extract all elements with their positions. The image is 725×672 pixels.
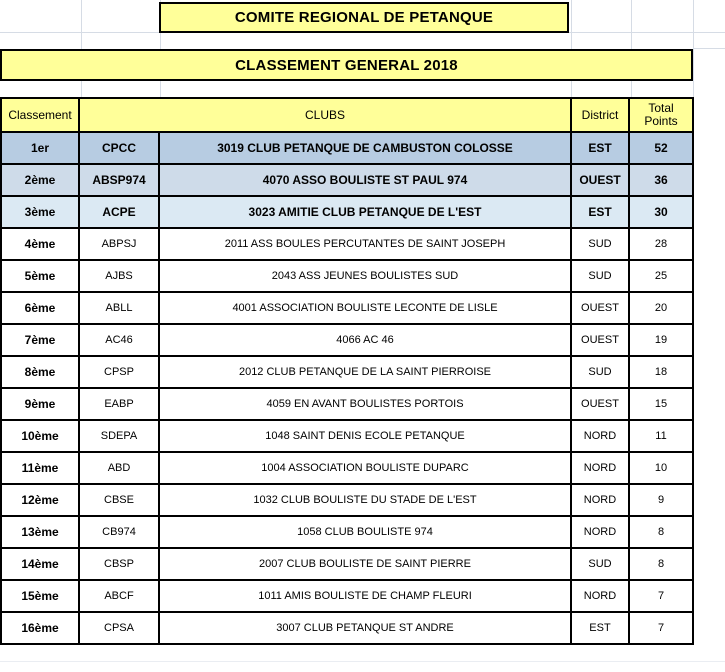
club-name-cell: 2011 ASS BOULES PERCUTANTES DE SAINT JOSEPH — [160, 229, 572, 259]
club-code-cell: CB974 — [80, 517, 160, 547]
club-code-cell: CBSE — [80, 485, 160, 515]
header-classement: Classement — [2, 99, 80, 131]
club-name-cell: 4066 AC 46 — [160, 325, 572, 355]
club-code-cell: ABCF — [80, 581, 160, 611]
points-cell: 20 — [654, 302, 668, 314]
points-cell: 30 — [654, 205, 668, 219]
club-name-cell: 2043 ASS JEUNES BOULISTES SUD — [160, 261, 572, 291]
district-cell: OUEST — [572, 165, 630, 195]
rank-cell: 4ème — [2, 229, 80, 259]
main-title: COMITE REGIONAL DE PETANQUE — [234, 9, 494, 26]
gridline — [693, 0, 694, 98]
district-cell: NORD — [572, 517, 630, 547]
district-cell: SUD — [572, 261, 630, 291]
rank-cell: 6ème — [2, 293, 80, 323]
district-cell: EST — [572, 133, 630, 163]
ranking-table — [0, 97, 694, 645]
table-row — [2, 325, 692, 357]
district-cell: SUD — [572, 549, 630, 579]
table-row — [2, 165, 692, 197]
points-cell: 25 — [654, 270, 668, 282]
gridline — [693, 48, 725, 49]
rank-cell: 10ème — [2, 421, 80, 451]
club-name-cell: 3019 CLUB PETANQUE DE CAMBUSTON COLOSSE — [160, 133, 572, 163]
club-code-cell: ABLL — [80, 293, 160, 323]
club-code-cell: ABPSJ — [80, 229, 160, 259]
points-cell: 28 — [654, 238, 668, 250]
district-cell: SUD — [572, 229, 630, 259]
rank-cell: 3ème — [2, 197, 80, 227]
points-cell: 36 — [654, 173, 668, 187]
table-row — [2, 581, 692, 613]
points-cell: 19 — [654, 334, 668, 346]
club-name-cell: 4059 EN AVANT BOULISTES PORTOIS — [160, 389, 572, 419]
club-code-cell: CBSP — [80, 549, 160, 579]
points-cell: 8 — [657, 558, 665, 570]
club-code-cell: EABP — [80, 389, 160, 419]
district-cell: NORD — [572, 453, 630, 483]
points-cell: 7 — [657, 622, 665, 634]
club-code-cell: ACPE — [80, 197, 160, 227]
district-cell: SUD — [572, 357, 630, 387]
rank-cell: 14ème — [2, 549, 80, 579]
rank-cell: 8ème — [2, 357, 80, 387]
table-row — [2, 229, 692, 261]
club-code-cell: CPCC — [80, 133, 160, 163]
points-cell: 10 — [654, 462, 668, 474]
club-code-cell: CPSP — [80, 357, 160, 387]
club-code-cell: AJBS — [80, 261, 160, 291]
header-district: District — [572, 99, 630, 131]
club-name-cell: 1048 SAINT DENIS ECOLE PETANQUE — [160, 421, 572, 451]
rank-cell: 7ème — [2, 325, 80, 355]
points-cell: 7 — [657, 590, 665, 602]
table-row — [2, 517, 692, 549]
table-row — [2, 389, 692, 421]
club-name-cell: 3007 CLUB PETANQUE ST ANDRE — [160, 613, 572, 643]
club-code-cell: ABD — [80, 453, 160, 483]
district-cell: EST — [572, 197, 630, 227]
points-cell: 8 — [657, 526, 665, 538]
header-clubs: CLUBS — [80, 99, 572, 131]
club-code-cell: CPSA — [80, 613, 160, 643]
district-cell: OUEST — [572, 389, 630, 419]
club-name-cell: 1011 AMIS BOULISTE DE CHAMP FLEURI — [160, 581, 572, 611]
points-cell: 9 — [657, 494, 665, 506]
table-row — [2, 357, 692, 389]
table-header-row — [2, 99, 692, 133]
classement-title: CLASSEMENT GENERAL 2018 — [235, 56, 458, 74]
club-code-cell: AC46 — [80, 325, 160, 355]
club-name-cell: 2012 CLUB PETANQUE DE LA SAINT PIERROISE — [160, 357, 572, 387]
table-row — [2, 293, 692, 325]
header-total-points: Total Points — [644, 100, 678, 128]
club-name-cell: 4001 ASSOCIATION BOULISTE LECONTE DE LISLE — [160, 293, 572, 323]
rank-cell: 9ème — [2, 389, 80, 419]
district-cell: EST — [572, 613, 630, 643]
gridline — [0, 661, 725, 662]
rank-cell: 11ème — [2, 453, 80, 483]
district-cell: NORD — [572, 581, 630, 611]
club-name-cell: 4070 ASSO BOULISTE ST PAUL 974 — [160, 165, 572, 195]
table-row — [2, 197, 692, 229]
club-name-cell: 2007 CLUB BOULISTE DE SAINT PIERRE — [160, 549, 572, 579]
club-name-cell: 1004 ASSOCIATION BOULISTE DUPARC — [160, 453, 572, 483]
points-cell: 52 — [654, 141, 668, 155]
table-row — [2, 485, 692, 517]
table-row — [2, 421, 692, 453]
rank-cell: 13ème — [2, 517, 80, 547]
club-name-cell: 1058 CLUB BOULISTE 974 — [160, 517, 572, 547]
rank-cell: 12ème — [2, 485, 80, 515]
rank-cell: 15ème — [2, 581, 80, 611]
club-name-cell: 3023 AMITIE CLUB PETANQUE DE L'EST — [160, 197, 572, 227]
table-row — [2, 549, 692, 581]
rank-cell: 2ème — [2, 165, 80, 195]
rank-cell: 1er — [2, 133, 80, 163]
district-cell: NORD — [572, 485, 630, 515]
table-row — [2, 133, 692, 165]
district-cell: OUEST — [572, 325, 630, 355]
rank-cell: 16ème — [2, 613, 80, 643]
points-cell: 18 — [654, 366, 668, 378]
points-cell: 11 — [655, 430, 667, 442]
table-row — [2, 261, 692, 293]
club-code-cell: ABSP974 — [80, 165, 160, 195]
district-cell: OUEST — [572, 293, 630, 323]
table-row — [2, 453, 692, 485]
table-row — [2, 613, 692, 643]
club-name-cell: 1032 CLUB BOULISTE DU STADE DE L'EST — [160, 485, 572, 515]
main-title-box — [159, 2, 569, 33]
club-code-cell: SDEPA — [80, 421, 160, 451]
table-body — [2, 133, 692, 643]
rank-cell: 5ème — [2, 261, 80, 291]
classement-banner — [0, 49, 693, 81]
points-cell: 15 — [654, 398, 668, 410]
district-cell: NORD — [572, 421, 630, 451]
